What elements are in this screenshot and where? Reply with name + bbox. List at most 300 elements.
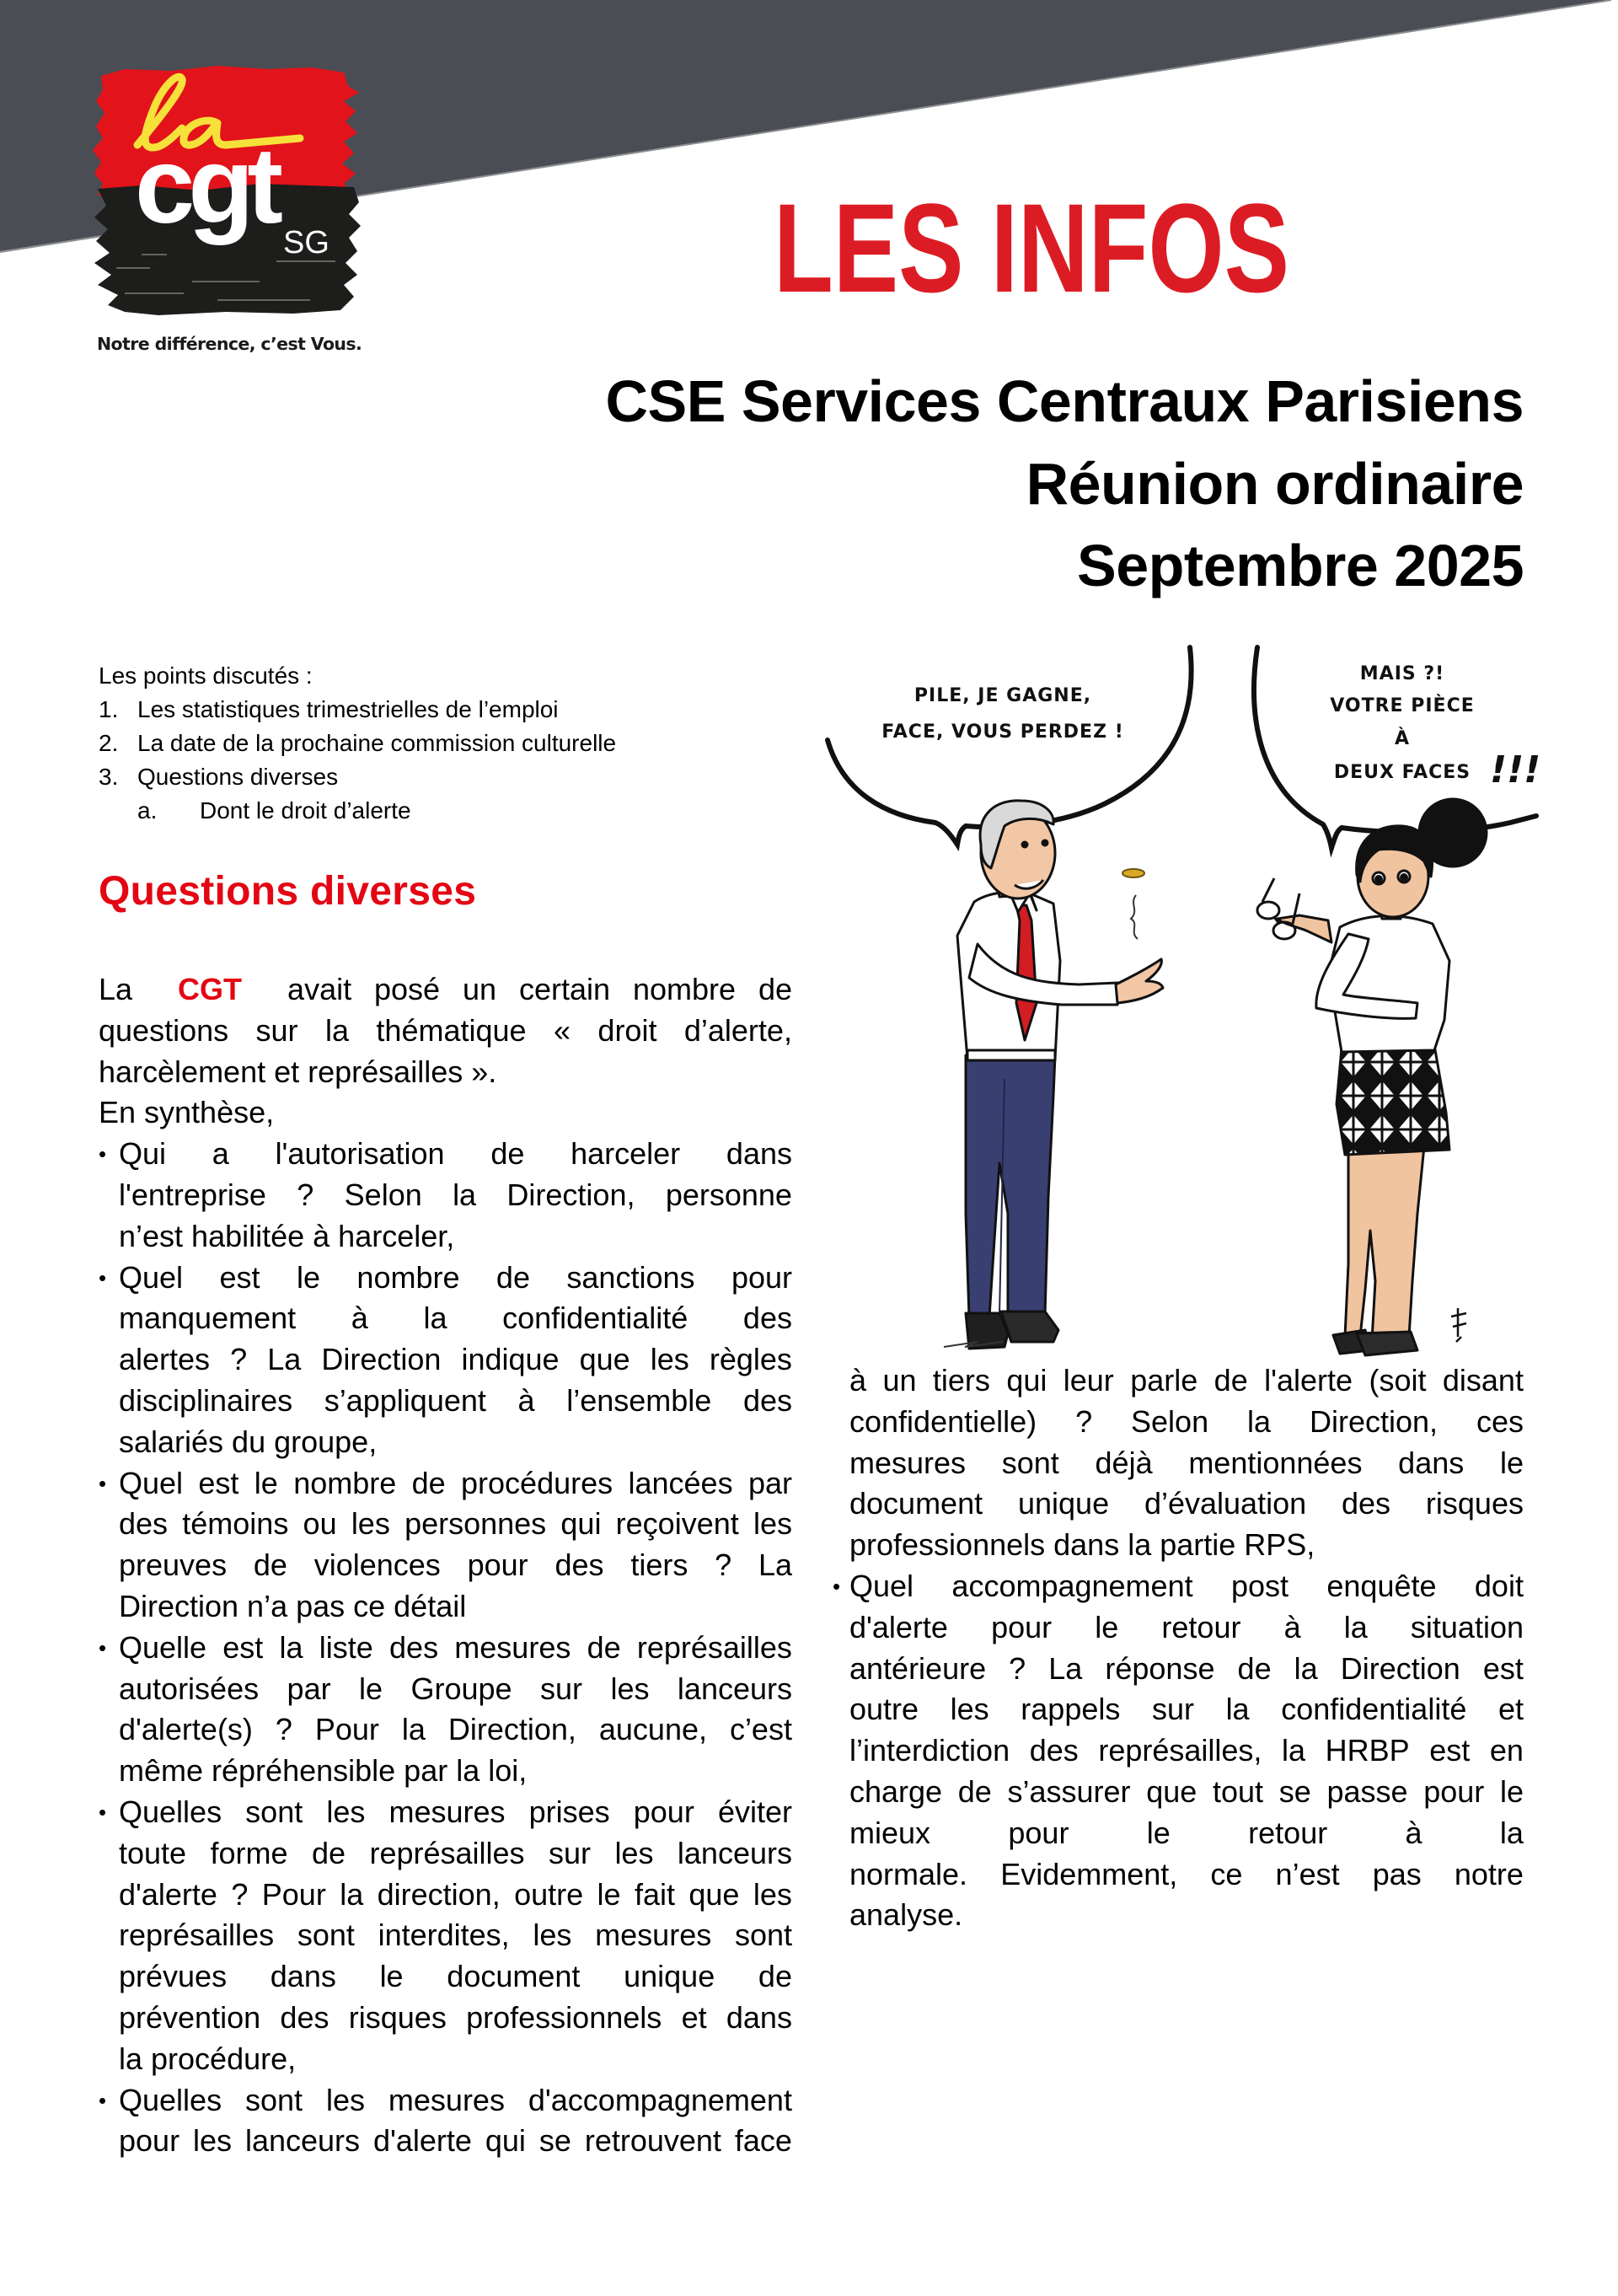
agenda-item-number: 3.	[99, 764, 119, 790]
agenda	[99, 659, 616, 828]
body-line-text	[119, 2080, 792, 2122]
body-line-text	[119, 1915, 792, 1956]
word: outre	[849, 1692, 919, 1727]
body-line	[849, 1895, 1524, 1936]
logo-wordmark: cgt	[135, 126, 276, 246]
body-line	[99, 2080, 792, 2122]
word: pour	[1008, 1815, 1069, 1850]
word: a	[212, 1136, 229, 1172]
agenda-item-number: 2.	[99, 730, 119, 756]
word: personnes	[404, 1506, 547, 1542]
body-line	[849, 1525, 1524, 1566]
word: Quel	[849, 1568, 914, 1603]
agenda-item-label: La date de la prochaine commission culturelle	[137, 730, 617, 756]
word: des	[280, 1999, 329, 2035]
body-line	[99, 1463, 792, 1505]
body-line	[99, 1011, 792, 1052]
cgt-highlight: CGT	[178, 972, 243, 1006]
body-line-text	[849, 1483, 1524, 1525]
word: d'alerte	[849, 1609, 948, 1644]
body-line-text	[849, 1360, 1524, 1402]
body-line	[849, 1483, 1524, 1525]
word: représailles	[636, 1629, 792, 1665]
word: parle	[1130, 1363, 1198, 1397]
word: sont	[1001, 1445, 1059, 1480]
word: antérieure	[849, 1650, 987, 1686]
body-line	[119, 1216, 792, 1258]
word: Pour	[261, 1876, 326, 1912]
body-line-text	[119, 1792, 792, 1833]
word: qui	[560, 1506, 602, 1542]
word: de	[1214, 1363, 1248, 1397]
body-line-text	[849, 1854, 1524, 1896]
word: témoins	[182, 1506, 289, 1542]
word: est	[1482, 1650, 1524, 1686]
word: harceler	[571, 1136, 681, 1172]
body-line-text	[119, 1298, 792, 1339]
word: de	[490, 1136, 525, 1172]
glasses-icon	[1257, 878, 1299, 939]
word: le	[379, 1959, 404, 1994]
word: d’évaluation	[1144, 1486, 1307, 1521]
word: se	[1278, 1773, 1311, 1809]
body-line	[99, 1052, 792, 1093]
body-line-text	[119, 1175, 792, 1216]
word: thématique	[376, 1012, 527, 1048]
word: l'autorisation	[275, 1136, 445, 1172]
body-line	[849, 1772, 1524, 1813]
word: professionnels	[466, 1999, 662, 2035]
body-line	[119, 1381, 792, 1422]
body-line-text	[849, 1402, 1524, 1443]
word: charge	[849, 1773, 943, 1809]
man-hand	[1116, 959, 1163, 1003]
body-line	[119, 1751, 792, 1792]
word: Direction	[1340, 1650, 1460, 1686]
body-line-text	[849, 1689, 1524, 1730]
body-line	[99, 1092, 792, 1134]
body-column-left	[99, 969, 792, 2162]
body-line-text	[119, 1545, 792, 1586]
body-line	[119, 1669, 792, 1710]
body-line-text: En synthèse,	[99, 1095, 275, 1130]
artist-signature	[1451, 1308, 1466, 1342]
woman-bubble-line-4: DEUX FACES	[1333, 762, 1471, 783]
word: un	[882, 1363, 917, 1397]
woman-hair-bun	[1419, 799, 1487, 866]
body-line-text	[119, 1956, 792, 1998]
word: la	[453, 1177, 477, 1212]
word: violences	[313, 1548, 441, 1583]
word: sont	[734, 1918, 792, 1953]
body-line	[849, 1607, 1524, 1649]
word: dans	[726, 1136, 792, 1172]
coin-icon	[1122, 869, 1144, 877]
man-shoe	[1001, 1312, 1058, 1342]
logo-tagline: Notre différence, c’est Vous.	[97, 334, 362, 354]
word: rappels	[1021, 1692, 1121, 1727]
bullet-icon: •	[833, 1573, 841, 1599]
les-infos-banner	[774, 169, 1296, 319]
word: la	[324, 1012, 349, 1048]
word: est	[219, 1259, 260, 1295]
woman-bubble-exclaim: !!!	[1490, 748, 1541, 791]
man-bubble-line-2: FACE, VOUS PERDEZ !	[881, 722, 1124, 743]
word: lancées	[628, 1465, 733, 1500]
word: retrouvent	[584, 2123, 721, 2159]
word: mieux	[849, 1815, 931, 1850]
word: à	[1283, 1609, 1301, 1644]
body-line	[849, 1649, 1524, 1690]
word: pour	[119, 2123, 180, 2159]
word: Quelles	[119, 1794, 222, 1829]
left-lines	[99, 1011, 792, 2162]
word: unique	[1017, 1486, 1110, 1521]
word: La	[1048, 1650, 1083, 1686]
word: les	[950, 1692, 989, 1727]
word: post	[1230, 1568, 1289, 1603]
word: se	[538, 2123, 571, 2159]
word: la	[423, 1301, 447, 1336]
body-line-text	[849, 1649, 1524, 1690]
word: que	[1146, 1773, 1197, 1809]
word: d'alerte(s)	[119, 1712, 253, 1747]
word: confidentialité	[502, 1301, 688, 1336]
word: mesures	[388, 2082, 505, 2117]
word: Quel	[119, 1259, 184, 1295]
word: certain	[518, 972, 611, 1006]
word: à	[517, 1382, 535, 1418]
word: manquement	[119, 1301, 297, 1336]
word: alertes	[119, 1342, 211, 1377]
word: mesures	[849, 1445, 967, 1480]
word: Pour	[314, 1712, 379, 1747]
word: lanceurs	[677, 1671, 792, 1706]
word: pas	[1372, 1856, 1422, 1891]
word: passe	[1326, 1773, 1408, 1809]
word: dans	[726, 1999, 792, 2035]
word: tiers	[630, 1548, 688, 1583]
word: les	[325, 2082, 365, 2117]
body-line	[119, 1504, 792, 1545]
word: unique	[624, 1959, 715, 1994]
word: ?	[1075, 1403, 1093, 1439]
word: réponse	[1105, 1650, 1215, 1686]
word: de	[587, 1629, 621, 1665]
word: de	[758, 972, 792, 1006]
word: Selon	[1131, 1403, 1209, 1439]
body-line-text	[119, 1134, 792, 1175]
body-line	[119, 1339, 792, 1381]
word: c’est	[729, 1712, 792, 1747]
word: les	[614, 1835, 654, 1870]
word: sur	[540, 1671, 583, 1706]
word: tiers	[932, 1363, 990, 1397]
les-infos-text: LES INFOS	[774, 177, 1289, 319]
cgt-logo	[91, 61, 365, 326]
word: prévues	[119, 1959, 228, 1994]
word: la	[1282, 1733, 1306, 1768]
agenda-item-number: 1.	[99, 696, 119, 722]
word: HRBP	[1325, 1733, 1410, 1768]
word: face	[734, 2123, 792, 2159]
body-line-text: salariés du groupe,	[119, 1424, 378, 1459]
coin-motion-lines	[1131, 895, 1138, 939]
word: mentionnées	[1188, 1445, 1363, 1480]
word: des	[389, 1629, 439, 1665]
body-line-text	[119, 1463, 792, 1505]
body-line	[849, 1360, 1524, 1402]
word: de	[957, 1773, 992, 1809]
word: mesures	[595, 1918, 712, 1953]
word: document	[447, 1959, 581, 1994]
word: le	[1499, 1773, 1524, 1809]
body-line-text	[119, 1998, 792, 2039]
word: normale.	[849, 1856, 968, 1891]
body-line-text: Direction n’a pas ce détail	[119, 1588, 467, 1623]
page-title-line-3: Septembre 2025	[1077, 533, 1524, 598]
word: risques	[348, 1999, 447, 2035]
agenda-subitem-letter: a.	[137, 797, 158, 823]
body-line	[119, 2121, 792, 2162]
intro-prefix: La	[99, 972, 133, 1006]
body-column-right	[833, 1360, 1524, 1936]
body-line	[99, 1258, 792, 1299]
body-line-text: professionnels dans la partie RPS,	[849, 1527, 1315, 1563]
body-line-text	[119, 1833, 792, 1875]
word: Selon	[344, 1177, 422, 1212]
word: est	[1429, 1733, 1471, 1768]
word: les	[193, 2123, 233, 2159]
word: pour	[991, 1609, 1053, 1644]
word: prises	[528, 1794, 610, 1829]
bullet-icon: •	[99, 1470, 107, 1496]
word: la	[1499, 1815, 1524, 1850]
word: des	[119, 1506, 169, 1542]
word: Direction	[321, 1342, 442, 1377]
word: des	[742, 1301, 792, 1336]
agenda-item	[99, 727, 616, 760]
word: Direction,	[506, 1177, 635, 1212]
body-line-text	[99, 1011, 792, 1052]
word: règles	[709, 1342, 792, 1377]
woman-bubble-line-2: VOTRE PIÈCE	[1330, 695, 1475, 716]
right-lines	[833, 1360, 1524, 1936]
word: s’appliquent	[324, 1382, 486, 1418]
word: nombre	[356, 1259, 460, 1295]
word: le	[254, 1465, 278, 1500]
word: nombre	[632, 972, 737, 1006]
word: mesures	[388, 1794, 506, 1829]
word: dans	[1398, 1445, 1465, 1480]
agenda-intro: Les points discutés :	[99, 663, 313, 689]
word: mesures	[454, 1629, 571, 1665]
body-line	[99, 1792, 792, 1833]
body-line-text: même répréhensible par la loi,	[119, 1753, 528, 1789]
body-line	[119, 2039, 792, 2080]
body-line	[99, 1628, 792, 1669]
word: risques	[1425, 1486, 1524, 1521]
word: représailles,	[1098, 1733, 1262, 1768]
intro-rest	[287, 969, 792, 1011]
word: sur	[1151, 1692, 1194, 1727]
woman-figure	[1278, 799, 1487, 1355]
word: les	[753, 1506, 792, 1542]
word: sur	[548, 1835, 591, 1870]
word: un	[463, 972, 497, 1006]
word: Quel	[119, 1465, 184, 1500]
agenda-item-label: Les statistiques trimestrielles de l’emploi	[137, 696, 559, 722]
word: questions	[99, 1012, 229, 1048]
word: de	[411, 1465, 446, 1500]
word: des	[555, 1548, 604, 1583]
body-line-text: la procédure,	[119, 2041, 297, 2076]
word: procédures	[461, 1465, 613, 1500]
word: qui	[485, 2123, 526, 2159]
word: la	[1294, 1650, 1318, 1686]
word: et	[1497, 1692, 1524, 1727]
word: notre	[1454, 1856, 1524, 1891]
word: d’alerte,	[683, 1012, 792, 1048]
word: dans	[270, 1959, 336, 1994]
word: de	[253, 1548, 287, 1583]
word: indique	[461, 1342, 560, 1377]
word: accompagnement	[951, 1568, 1193, 1603]
body-line	[99, 1134, 792, 1175]
word: ce	[1210, 1856, 1243, 1891]
word: ou	[303, 1506, 337, 1542]
word: Quelle	[119, 1629, 207, 1665]
word: aucune,	[598, 1712, 707, 1747]
word: pour	[633, 1794, 694, 1829]
word: lanceurs	[677, 1835, 792, 1870]
word: est	[198, 1465, 239, 1500]
word: à	[351, 1301, 368, 1336]
word: la	[279, 1629, 303, 1665]
word: interdites,	[378, 1918, 510, 1953]
page-title-line-2: Réunion ordinaire	[1026, 451, 1524, 517]
word: confidentialité	[1281, 1692, 1467, 1727]
word: disciplinaires	[119, 1382, 293, 1418]
bullet-icon: •	[99, 1634, 107, 1660]
word: des	[1029, 1733, 1079, 1768]
word: qui	[1006, 1363, 1047, 1397]
logo-suffix: SG	[283, 225, 329, 260]
bullet-icon: •	[99, 1799, 107, 1825]
word: ?	[231, 1876, 249, 1912]
body-line	[119, 1915, 792, 1956]
page-title-line-1: CSE Services Centraux Parisiens	[605, 368, 1524, 434]
woman-skirt	[1337, 1045, 1449, 1155]
body-line	[119, 1175, 792, 1216]
body-line	[849, 1730, 1524, 1772]
word: pour	[1423, 1773, 1485, 1809]
word: document	[849, 1486, 983, 1521]
word: outre	[514, 1876, 584, 1912]
word: Groupe	[410, 1671, 512, 1706]
word: le	[296, 1259, 320, 1295]
word: retour	[1161, 1609, 1241, 1644]
word: en	[1489, 1733, 1524, 1768]
agenda-item-label: Questions diverses	[137, 764, 339, 790]
word: le	[1095, 1609, 1119, 1644]
word: l'alerte	[1264, 1363, 1353, 1397]
word: des	[742, 1382, 792, 1418]
woman-bubble-line-1: MAIS ?!	[1359, 663, 1445, 684]
word: les	[533, 1918, 572, 1953]
body-line	[119, 1833, 792, 1875]
word: de	[311, 1835, 346, 1870]
word: preuves	[119, 1548, 228, 1583]
word: ?	[297, 1177, 314, 1212]
word: Direction,	[447, 1712, 576, 1747]
word: ?	[1009, 1650, 1026, 1686]
body-line-text	[119, 1628, 792, 1669]
body-line-text	[849, 1566, 1524, 1607]
word: le	[1146, 1815, 1171, 1850]
word: la	[1247, 1403, 1272, 1439]
word: à	[1405, 1815, 1422, 1850]
word: situation	[1410, 1609, 1524, 1644]
body-line	[849, 1689, 1524, 1730]
word: est	[222, 1629, 264, 1665]
word: toute	[119, 1835, 187, 1870]
body-line-text	[849, 1607, 1524, 1649]
word: Qui	[119, 1136, 167, 1172]
word: de	[1237, 1650, 1272, 1686]
word: les	[753, 1876, 792, 1912]
agenda-subitem-label: Dont le droit d’alerte	[200, 797, 411, 823]
word: La	[267, 1342, 302, 1377]
word: représailles	[119, 1918, 275, 1953]
agenda-item	[99, 693, 616, 727]
word: l’interdiction	[849, 1733, 1010, 1768]
word: direction,	[377, 1876, 501, 1912]
word: tout	[1213, 1773, 1264, 1809]
word: sont	[297, 1918, 355, 1953]
man-figure	[957, 801, 1163, 1349]
word: à	[849, 1363, 867, 1397]
word: le	[1499, 1445, 1524, 1480]
body-line-text	[119, 1381, 792, 1422]
cartoon-illustration	[809, 624, 1601, 1365]
word: sanctions	[566, 1259, 695, 1295]
body-line	[119, 1709, 792, 1751]
word: doit	[1474, 1568, 1524, 1603]
body-line	[849, 1813, 1524, 1854]
body-line	[119, 1586, 792, 1628]
man-bubble-line-1: PILE, JE GAGNE,	[913, 685, 1092, 706]
word: prévention	[119, 1999, 261, 2035]
word: d'accompagnement	[528, 2082, 792, 2117]
word: les	[351, 1506, 390, 1542]
word: s’assurer	[1007, 1773, 1131, 1809]
word: n’est	[1275, 1856, 1340, 1891]
word: que	[579, 1342, 630, 1377]
word: de	[496, 1259, 530, 1295]
body-line-text	[119, 1339, 792, 1381]
word: la	[1343, 1609, 1368, 1644]
word: le	[359, 1671, 383, 1706]
word: la	[340, 1876, 364, 1912]
word: de	[758, 1959, 792, 1994]
word: que	[688, 1876, 740, 1912]
body-line-text	[119, 2121, 792, 2162]
word: les	[650, 1342, 689, 1377]
word: personne	[665, 1177, 792, 1212]
body-line	[849, 1402, 1524, 1443]
body-line-text	[849, 1730, 1524, 1772]
